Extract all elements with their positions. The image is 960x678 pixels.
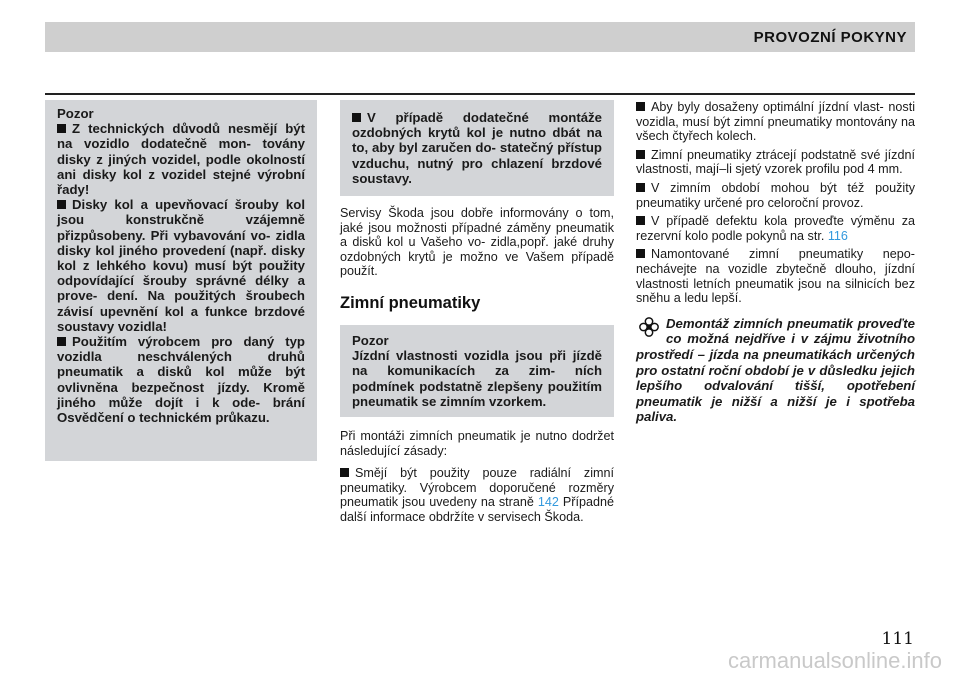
bullet-icon: [636, 216, 645, 225]
header-title: PROVOZNÍ POKYNY: [753, 29, 907, 46]
warning-title: Pozor: [57, 106, 94, 121]
warning-item-text: Použitím výrobcem pro daný typ vozidla neschválených druhů pneumatik a disků kol může být ovlivněna bezpečnost jízdy. Kromě jiného může dojít i k ode- brání Osvědčení o technickém průkazu.: [57, 334, 305, 426]
bullet-item: [636, 100, 915, 144]
warning2-text: Jízdní vlastnosti vozidla jsou při jízdě na komunikacích za zim- ních podmínek podstatně zlepšeny použitím pneumatik se zimním vzorkem.: [352, 348, 602, 409]
bullet-icon: [57, 200, 66, 209]
bullet-text: Namontované zimní pneumatiky nepo- nechávejte na vozidle zbytečně dlouho, jízdní vlastnosti letních pneumatik jsou na silnicích bez sněhu a ledu lepší.: [636, 247, 915, 306]
environment-note-text: Demontáž zimních pneumatik proveďte co možná nejdříve i v zájmu životního prostředí – jízda na pneumatikách určených pro ostatní roční období je v důsledku jejich lepšího odvalování tišší, opotřebení pneumatik je nižší a nižší je i spotřeba paliva.: [636, 315, 915, 425]
environment-note: [636, 316, 915, 425]
column-middle: [340, 100, 614, 525]
bullet-item: [636, 181, 915, 210]
info-box-text: [352, 110, 602, 186]
warning2-title: Pozor: [352, 332, 389, 348]
warning-item-text: Z technických důvodů nesmějí být na vozidlo dodatečně mon- továny disky z jiných vozidel, podle okolností ani disky kol z vozidel stejné výrobní řady!: [57, 121, 305, 198]
info-box: [340, 100, 614, 196]
bullet-icon: [57, 124, 66, 133]
bullet-text: V zimním období mohou být též použity pneumatiky určené pro celoroční provoz.: [636, 180, 915, 210]
paragraph-montaz: Při montáži zimních pneumatik je nutno dodržet následující zásady:: [340, 428, 614, 458]
paragraph-servisy: Servisy Škoda jsou dobře informovány o tom, jaké jsou možnosti případné záměny pneumatik a disků kol u Vašeho vo- zidla,popř. jaké druhy ozdobných krytů je možno ve Vašem případě použít.: [340, 206, 614, 279]
warning-box: [45, 100, 317, 461]
bullet-radial: [340, 466, 614, 524]
bullet-icon: [340, 468, 349, 477]
bullet-item: [636, 247, 915, 305]
section-heading: Zimní pneumatiky: [340, 293, 481, 312]
column-left: [45, 100, 317, 461]
bullet-icon: [636, 249, 645, 258]
header-rule: [45, 93, 915, 95]
header-band: [45, 22, 915, 52]
warning-item: [57, 121, 305, 197]
bullet-icon: [352, 113, 361, 122]
warning-box-2: [340, 325, 614, 417]
watermark: carmanualsonline.info: [727, 648, 942, 673]
warning-item: [57, 197, 305, 334]
bullet-text: Aby byly dosaženy optimální jízdní vlast- nosti vozidla, musí být zimní pneumatiky montovány na všech čtyřech kolech.: [636, 100, 915, 144]
bullet-text: Zimní pneumatiky ztrácejí podstatně své jízdní vlastnosti, mají–li sjetý vzorek profilu pod 4 mm.: [636, 147, 915, 177]
column-right: [636, 100, 915, 425]
bullet-icon: [57, 337, 66, 346]
page-ref-link[interactable]: 116: [827, 228, 848, 243]
warning-item: [57, 334, 305, 425]
bullet-text-cont: Případné další informace obdržíte v servisech Škoda.: [340, 495, 615, 524]
page-ref-link[interactable]: 142: [537, 495, 559, 510]
bullet-icon: [636, 102, 645, 111]
warning-item-text: Disky kol a upevňovací šrouby kol jsou konstrukčně vzájemně přizpůsobeny. Při vybavování vo- zidla disky kol jiného provedení (např. disky kol z lehkého kovu) musí být použity odpovídající šrouby správné délky a prove- dení. Na použitých šroubech závisí upevnění kol a funkce brzdové soustavy vozidla!: [57, 197, 305, 334]
bullet-icon: [636, 150, 645, 159]
environment-flower-icon: [638, 316, 660, 338]
bullet-item: [636, 214, 915, 243]
info-text: V případě dodatečné montáže ozdobných krytů kol je nutno dbát na to, aby byl zaručen do- statečný přístup vzduchu, nutný pro chlazení brzdové soustavy.: [352, 110, 602, 186]
page-number: 111: [881, 629, 914, 649]
bullet-text: V případě defektu kola proveďte výměnu za rezervní kolo podle pokynů na str.: [636, 214, 915, 243]
bullet-item: [636, 148, 915, 177]
bullet-text: Smějí být použity pouze radiální zimní pneumatiky. Výrobcem doporučené rozměry pneumatik jsou uvedeny na straně: [340, 466, 614, 510]
bullet-icon: [636, 183, 645, 192]
